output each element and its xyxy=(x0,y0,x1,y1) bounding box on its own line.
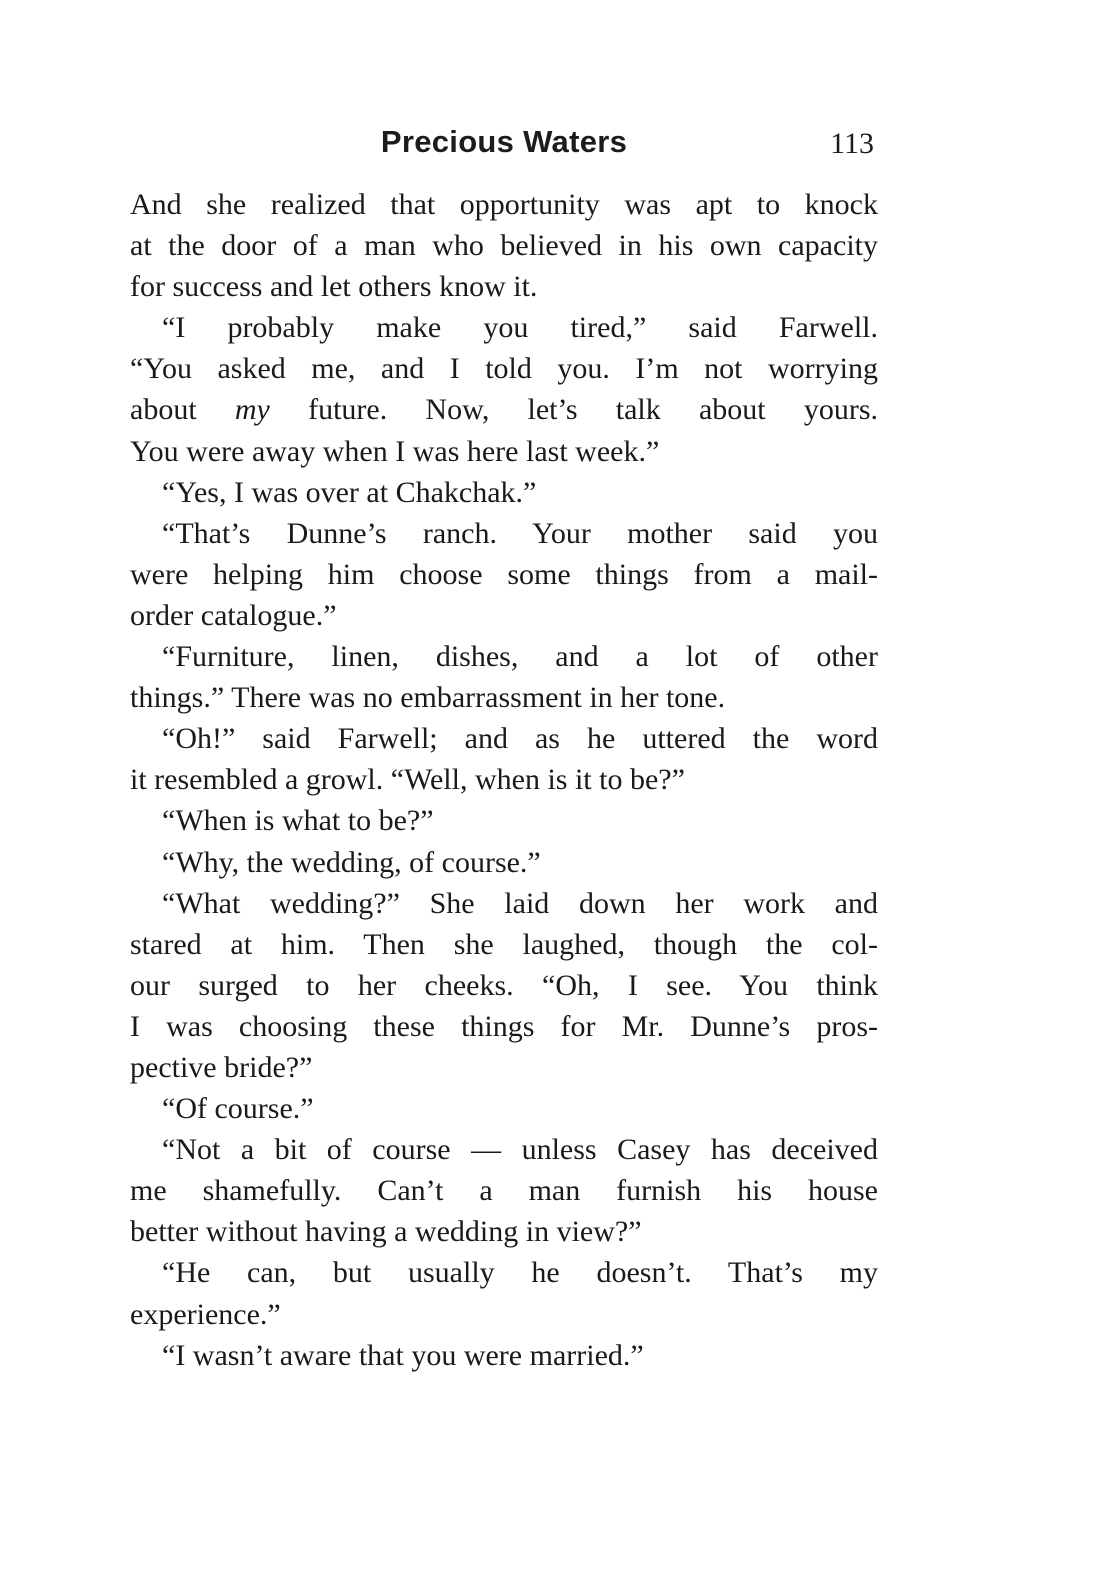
emphasized-word: my xyxy=(234,393,270,427)
text-line: “Yes, I was over at Chakchak.” xyxy=(162,475,537,509)
text-line: I was choosing these things for Mr. Dunne’s pros- xyxy=(130,1009,878,1043)
text-line: “Oh!” said Farwell; and as he uttered the word xyxy=(162,722,878,756)
text-line: about my future. Now, let’s talk about yours. xyxy=(130,393,878,427)
text-line: experience.” xyxy=(130,1297,281,1331)
text-line: “I wasn’t aware that you were married.” xyxy=(162,1338,644,1372)
running-title: Precious Waters xyxy=(380,124,628,159)
text-line: “Not a bit of course — unless Casey has deceived xyxy=(162,1133,878,1167)
text-line: “That’s Dunne’s ranch. Your mother said you xyxy=(162,516,878,550)
text-line: “Furniture, linen, dishes, and a lot of other xyxy=(162,640,878,674)
text-line: for success and let others know it. xyxy=(130,270,538,304)
text-line: it resembled a growl. “Well, when is it to be?” xyxy=(130,763,685,797)
body-text xyxy=(130,184,878,1376)
text-line: “When is what to be?” xyxy=(162,804,434,838)
text-line: were helping him choose some things from a mail- xyxy=(130,557,878,591)
text-line: “Of course.” xyxy=(162,1092,314,1126)
page-number: 113 xyxy=(830,127,874,160)
text-line: “He can, but usually he doesn’t. That’s my xyxy=(162,1256,878,1290)
text-line: better without having a wedding in view?” xyxy=(130,1215,642,1249)
text-line: order catalogue.” xyxy=(130,598,337,632)
text-line: And she realized that opportunity was apt to knock xyxy=(130,188,878,221)
text-line: at the door of a man who believed in his own capacity xyxy=(130,229,878,263)
text-line: You were away when I was here last week.” xyxy=(130,434,660,468)
text-line: me shamefully. Can’t a man furnish his house xyxy=(130,1174,878,1208)
text-line: things.” There was no embarrassment in her tone. xyxy=(130,681,726,715)
text-line: stared at him. Then she laughed, though the col- xyxy=(130,927,878,961)
text-line: “Why, the wedding, of course.” xyxy=(162,845,541,879)
running-head xyxy=(130,124,878,174)
text-line: our surged to her cheeks. “Oh, I see. You think xyxy=(130,968,878,1002)
text-line: “You asked me, and I told you. I’m not worrying xyxy=(130,352,878,386)
text-line: “What wedding?” She laid down her work and xyxy=(162,886,878,920)
text-line: “I probably make you tired,” said Farwell. xyxy=(162,311,878,345)
text-line: pective bride?” xyxy=(130,1050,313,1084)
